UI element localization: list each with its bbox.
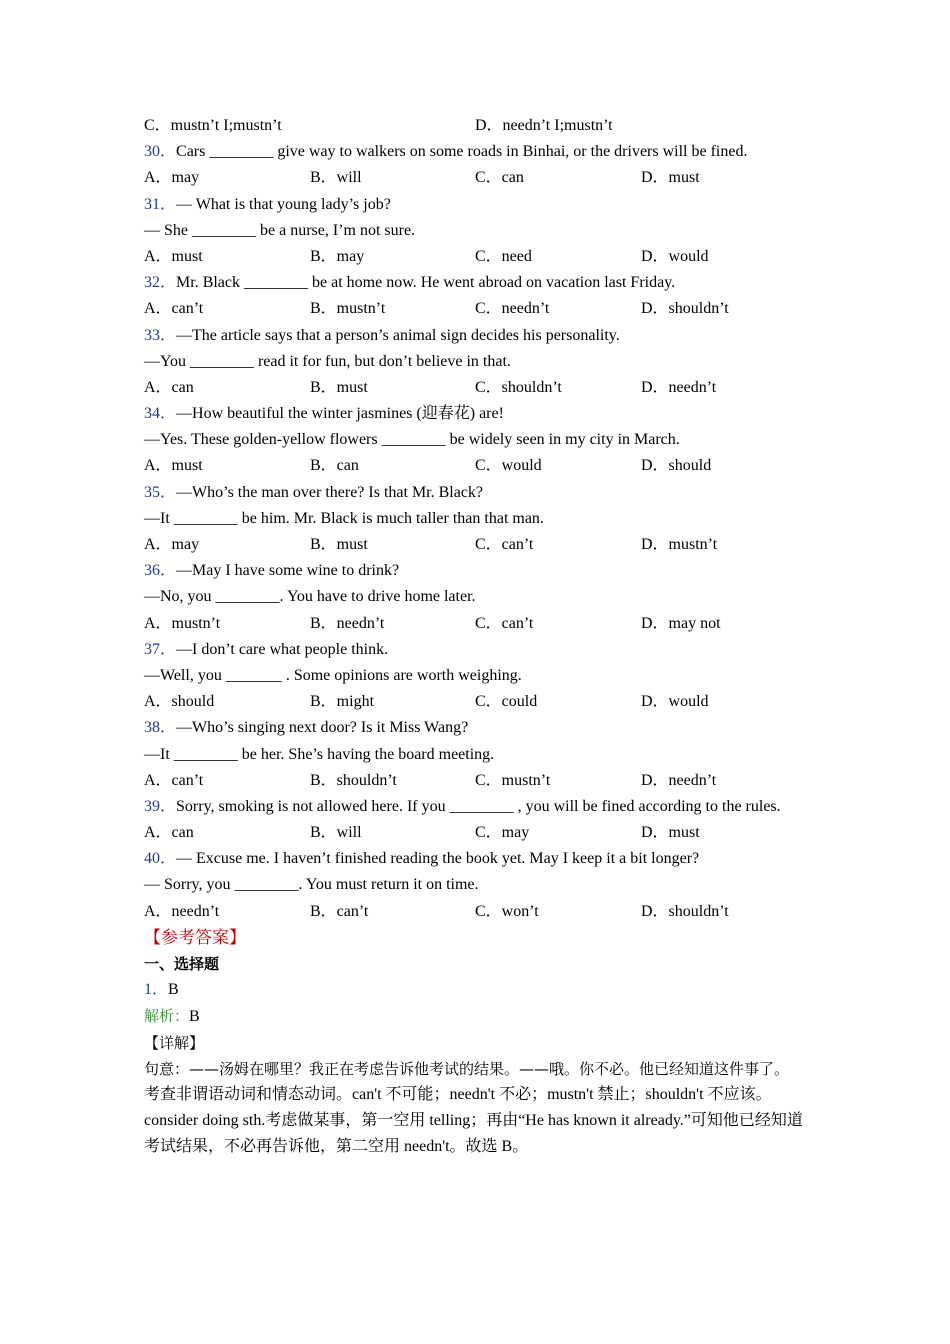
options-row bbox=[144, 296, 804, 322]
question-number: 38． bbox=[144, 719, 177, 737]
question-text: —How beautiful the winter jasmines (迎春花) are! bbox=[176, 405, 504, 423]
option-a: A．may bbox=[144, 169, 200, 187]
option-b: B．shouldn’t bbox=[310, 771, 397, 789]
option-c: C．mustn’t I;mustn’t bbox=[144, 117, 282, 134]
question-stem bbox=[144, 139, 804, 165]
option-b: B．may bbox=[310, 247, 365, 265]
question-stem bbox=[144, 270, 804, 296]
question-text: —Who’s singing next door? Is it Miss Wang? bbox=[176, 719, 469, 737]
question-line bbox=[144, 872, 804, 898]
options-row bbox=[144, 375, 804, 401]
options-row bbox=[144, 165, 804, 191]
question-line bbox=[144, 506, 804, 532]
detail-paragraph-2: 考查非谓语动词和情态动词。can't 不可能；needn't 不必；mustn't 禁止；shouldn't 不应该。consider doing sth.考虑做某事，第一空用 telling；再由“He has known it already.”可知他已经知道考试结果，不必再告诉他，第二空用 needn't。故选 B。 bbox=[144, 1085, 803, 1156]
option-c: C．would bbox=[475, 457, 542, 475]
question-stem bbox=[144, 794, 804, 820]
analysis-value: B bbox=[189, 1008, 200, 1026]
option-c: C．could bbox=[475, 693, 538, 711]
option-d: D．may not bbox=[641, 614, 721, 632]
top-options-row bbox=[144, 113, 804, 139]
options-row bbox=[144, 244, 804, 270]
option-d: D．mustn’t bbox=[641, 536, 718, 554]
question-text: —It ________ be him. Mr. Black is much taller than that man. bbox=[144, 509, 544, 527]
option-a: A．must bbox=[144, 247, 203, 265]
question-line bbox=[144, 663, 804, 689]
option-a: A．needn’t bbox=[144, 902, 220, 920]
option-b: B．must bbox=[310, 536, 368, 554]
option-b: B．can bbox=[310, 457, 359, 475]
answer-value: B bbox=[168, 981, 179, 999]
options-row bbox=[144, 899, 804, 925]
question-number: 32． bbox=[144, 274, 177, 292]
question-stem bbox=[144, 846, 804, 872]
answer-heading: 【参考答案】 bbox=[144, 927, 246, 947]
question-stem bbox=[144, 715, 804, 741]
option-c: C．need bbox=[475, 247, 532, 265]
option-a: A．can’t bbox=[144, 771, 204, 789]
question-stem bbox=[144, 323, 804, 349]
option-c: C．needn’t bbox=[475, 300, 550, 318]
question-line bbox=[144, 218, 804, 244]
option-b: B．can’t bbox=[310, 902, 369, 920]
option-c: C．can’t bbox=[475, 614, 534, 632]
question-stem bbox=[144, 637, 804, 663]
answer-number: 1． bbox=[144, 981, 169, 999]
option-a: A．can bbox=[144, 824, 194, 842]
question-text: — Excuse me. I haven’t finished reading the book yet. May I keep it a bit longer? bbox=[176, 850, 700, 868]
options-row bbox=[144, 768, 804, 794]
section-title: 一、选择题 bbox=[144, 955, 220, 974]
options-row bbox=[144, 689, 804, 715]
option-a: A．should bbox=[144, 693, 215, 711]
question-number: 31． bbox=[144, 195, 177, 213]
option-d: D．must bbox=[641, 824, 700, 842]
options-row bbox=[144, 611, 804, 637]
option-a: A．can’t bbox=[144, 300, 204, 318]
answer-1 bbox=[144, 977, 804, 1003]
option-d: D．would bbox=[641, 693, 709, 711]
option-c: C．may bbox=[475, 824, 530, 842]
question-text: —Who’s the man over there? Is that Mr. Black? bbox=[176, 483, 484, 501]
question-number: 36． bbox=[144, 562, 177, 580]
option-a: A．mustn’t bbox=[144, 614, 221, 632]
question-line bbox=[144, 349, 804, 375]
option-c: C．can’t bbox=[475, 536, 534, 554]
document-content bbox=[144, 113, 804, 1161]
options-row bbox=[144, 820, 804, 846]
question-text: —Well, you _______ . Some opinions are worth weighing. bbox=[144, 666, 522, 684]
option-a: A．may bbox=[144, 536, 200, 554]
option-c: C．mustn’t bbox=[475, 771, 551, 789]
option-b: B．needn’t bbox=[310, 614, 385, 632]
question-stem bbox=[144, 192, 804, 218]
question-line bbox=[144, 584, 804, 610]
question-text: —The article says that a person’s animal sign decides his personality. bbox=[176, 326, 620, 344]
option-b: B．will bbox=[310, 169, 362, 187]
question-number: 39． bbox=[144, 797, 177, 815]
question-text: —No, you ________. You have to drive home later. bbox=[144, 588, 476, 606]
question-text: —I don’t care what people think. bbox=[176, 640, 389, 658]
option-c: C．won’t bbox=[475, 902, 539, 920]
question-stem bbox=[144, 401, 804, 427]
option-d: D．needn’t bbox=[641, 771, 717, 789]
option-d: D．needn’t bbox=[641, 378, 717, 396]
question-text: —You ________ read it for fun, but don’t believe in that. bbox=[144, 352, 511, 370]
option-d: D．must bbox=[641, 169, 700, 187]
question-text: — Sorry, you ________. You must return it on time. bbox=[144, 876, 479, 894]
options-row bbox=[144, 532, 804, 558]
question-list bbox=[144, 139, 804, 925]
option-d: D．needn’t I;mustn’t bbox=[475, 117, 613, 134]
question-number: 40． bbox=[144, 850, 177, 868]
analysis-label: 解析： bbox=[144, 1007, 190, 1026]
options-row bbox=[144, 453, 804, 479]
question-text: — She ________ be a nurse, I’m not sure. bbox=[144, 221, 416, 239]
option-b: B．must bbox=[310, 378, 368, 396]
option-c: C．shouldn’t bbox=[475, 378, 562, 396]
question-line bbox=[144, 427, 804, 453]
question-stem bbox=[144, 480, 804, 506]
option-b: B．mustn’t bbox=[310, 300, 386, 318]
option-d: D．shouldn’t bbox=[641, 902, 729, 920]
option-d: D．should bbox=[641, 457, 712, 475]
question-number: 30． bbox=[144, 143, 177, 161]
question-text: Cars ________ give way to walkers on some roads in Binhai, or the drivers will be fined. bbox=[176, 143, 748, 161]
detail-paragraph-1: 句意：——汤姆在哪里？我正在考虑告诉他考试的结果。——哦。你不必。他已经知道这件事了。 bbox=[144, 1059, 790, 1078]
question-number: 34． bbox=[144, 405, 177, 423]
question-number: 37． bbox=[144, 640, 177, 658]
question-text: Mr. Black ________ be at home now. He went abroad on vacation last Friday. bbox=[176, 274, 676, 292]
analysis-line bbox=[144, 1003, 804, 1029]
option-a: A．must bbox=[144, 457, 203, 475]
option-c: C．can bbox=[475, 169, 524, 187]
option-d: D．would bbox=[641, 247, 709, 265]
question-text: —May I have some wine to drink? bbox=[176, 562, 400, 580]
question-text: —Yes. These golden-yellow flowers ________ be widely seen in my city in March. bbox=[144, 431, 680, 449]
option-b: B．might bbox=[310, 693, 375, 711]
question-number: 33． bbox=[144, 326, 177, 344]
option-d: D．shouldn’t bbox=[641, 300, 729, 318]
option-b: B．will bbox=[310, 824, 362, 842]
question-text: Sorry, smoking is not allowed here. If you ________ , you will be fined according to the rules. bbox=[176, 797, 781, 815]
detail-label: 【详解】 bbox=[144, 1033, 205, 1052]
option-a: A．can bbox=[144, 378, 194, 396]
question-number: 35． bbox=[144, 483, 177, 501]
question-text: —It ________ be her. She’s having the board meeting. bbox=[144, 745, 495, 763]
question-stem bbox=[144, 558, 804, 584]
question-line bbox=[144, 742, 804, 768]
question-text: — What is that young lady’s job? bbox=[176, 195, 391, 213]
